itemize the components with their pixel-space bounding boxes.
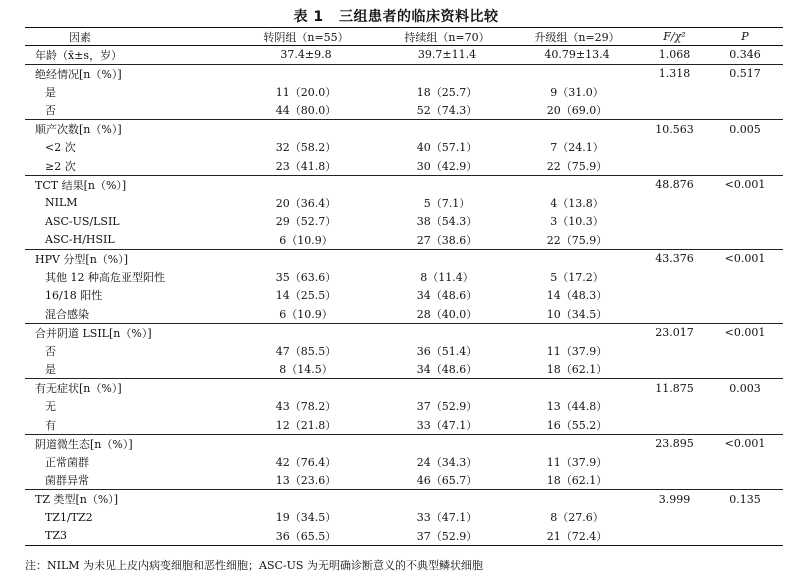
upgrade-group-value: 21（72.4） bbox=[512, 527, 642, 546]
upgrade-group-value: 11（37.9） bbox=[546, 455, 608, 469]
persistent-group-value: 24（34.3） bbox=[416, 455, 478, 469]
negative-group-value bbox=[230, 323, 382, 342]
upgrade-group-value bbox=[512, 490, 642, 509]
persistent-group-value bbox=[382, 379, 512, 398]
table-caption bbox=[0, 6, 792, 26]
row-factor: 菌群异常 bbox=[45, 474, 89, 487]
row-factor: 其他 12 种高危亚型阳性 bbox=[45, 270, 165, 284]
table-row bbox=[25, 157, 783, 176]
persistent-group-value bbox=[382, 175, 512, 194]
p-value bbox=[707, 508, 783, 527]
negative-group-value: 44（80.0） bbox=[275, 104, 337, 117]
row-factor: 否 bbox=[45, 344, 56, 358]
table-group-row bbox=[25, 249, 783, 268]
table-row bbox=[25, 397, 783, 416]
persistent-group-value: 37（52.9） bbox=[416, 400, 478, 414]
p-value bbox=[707, 342, 783, 361]
table-row bbox=[25, 138, 783, 157]
p-value bbox=[707, 360, 783, 379]
statistic-value bbox=[642, 157, 707, 176]
persistent-group-value: 5（7.1） bbox=[423, 196, 471, 210]
upgrade-group-value bbox=[512, 434, 642, 453]
row-factor: 正常菌群 bbox=[45, 455, 89, 469]
upgrade-group-value: 3（10.3） bbox=[550, 215, 604, 229]
row-factor: 有 bbox=[45, 418, 56, 432]
p-value: 0.135 bbox=[707, 490, 783, 509]
header-persistent-group: 持续组（n=70） bbox=[382, 28, 512, 46]
table-number: 表 1 bbox=[293, 9, 324, 25]
negative-group-value: 35（63.6） bbox=[275, 270, 337, 284]
statistic-value bbox=[642, 305, 707, 324]
table-row bbox=[25, 508, 783, 527]
statistic-value: 10.563 bbox=[642, 120, 707, 139]
row-factor: 无 bbox=[45, 400, 56, 414]
table-row bbox=[25, 527, 783, 546]
statistic-value bbox=[642, 397, 707, 416]
upgrade-group-value: 9（31.0） bbox=[550, 85, 604, 99]
table-body bbox=[25, 46, 783, 546]
table-group-row bbox=[25, 64, 783, 83]
persistent-group-value: 40（57.1） bbox=[416, 141, 478, 155]
p-value bbox=[707, 231, 783, 250]
statistic-value bbox=[642, 453, 707, 472]
upgrade-group-value bbox=[512, 64, 642, 83]
row-factor: HPV 分型[n（%）] bbox=[25, 249, 230, 268]
persistent-group-value: 8（11.4） bbox=[420, 270, 474, 284]
table-group-row bbox=[25, 46, 783, 65]
statistic-value bbox=[642, 508, 707, 527]
negative-group-value bbox=[230, 490, 382, 509]
upgrade-group-value: 13（44.8） bbox=[546, 400, 608, 414]
row-factor: 混合感染 bbox=[45, 307, 89, 321]
row-factor: ≥2 次 bbox=[45, 159, 76, 173]
upgrade-group-value bbox=[512, 175, 642, 194]
persistent-group-value bbox=[382, 64, 512, 83]
table-row bbox=[25, 194, 783, 213]
table-row bbox=[25, 453, 783, 472]
row-factor: TZ 类型[n（%）] bbox=[25, 490, 230, 509]
header-upgrade-group: 升级组（n=29） bbox=[512, 28, 642, 46]
persistent-group-value: 38（54.3） bbox=[416, 215, 478, 229]
row-factor: <2 次 bbox=[45, 141, 76, 155]
table-group-row bbox=[25, 490, 783, 509]
statistic-value: 11.875 bbox=[642, 379, 707, 398]
table-header-row bbox=[25, 28, 783, 46]
persistent-group-value: 30（42.9） bbox=[416, 159, 478, 173]
upgrade-group-value bbox=[512, 120, 642, 139]
upgrade-group-value: 22（75.9） bbox=[546, 233, 608, 247]
table-row bbox=[25, 101, 783, 120]
table-row bbox=[25, 360, 783, 379]
p-value bbox=[707, 268, 783, 287]
negative-group-value: 37.4±9.8 bbox=[230, 46, 382, 65]
negative-group-value: 47（85.5） bbox=[275, 344, 337, 358]
persistent-group-value bbox=[382, 120, 512, 139]
p-value bbox=[707, 471, 783, 490]
row-factor: TZ3 bbox=[25, 527, 230, 546]
p-value bbox=[707, 138, 783, 157]
persistent-group-value: 27（38.6） bbox=[416, 233, 478, 247]
statistic-value bbox=[642, 138, 707, 157]
row-factor: 阴道微生态[n（%）] bbox=[25, 434, 230, 453]
row-factor: 是 bbox=[45, 363, 56, 376]
row-factor: TZ1/TZ2 bbox=[45, 510, 93, 524]
upgrade-group-value: 4（13.8） bbox=[550, 196, 604, 210]
p-value bbox=[707, 397, 783, 416]
table-row bbox=[25, 268, 783, 287]
statistic-value bbox=[642, 360, 707, 379]
p-value bbox=[707, 527, 783, 546]
p-value: 0.005 bbox=[707, 120, 783, 139]
table-group-row bbox=[25, 120, 783, 139]
statistic-value: 1.068 bbox=[642, 46, 707, 65]
row-factor: TCT 结果[n（%）] bbox=[25, 175, 230, 194]
upgrade-group-value: 22（75.9） bbox=[546, 159, 608, 173]
negative-group-value bbox=[230, 120, 382, 139]
upgrade-group-value: 40.79±13.4 bbox=[512, 46, 642, 65]
persistent-group-value: 46（65.7） bbox=[416, 474, 478, 487]
header-negative-group: 转阴组（n=55） bbox=[230, 28, 382, 46]
upgrade-group-value: 16（55.2） bbox=[546, 418, 608, 432]
upgrade-group-value: 5（17.2） bbox=[550, 270, 604, 284]
persistent-group-value: 33（47.1） bbox=[416, 511, 478, 525]
upgrade-group-value bbox=[512, 249, 642, 268]
row-factor: 绝经情况[n（%）] bbox=[25, 64, 230, 83]
statistic-value: 1.318 bbox=[642, 64, 707, 83]
negative-group-value bbox=[230, 434, 382, 453]
p-value: 0.517 bbox=[707, 64, 783, 83]
negative-group-value: 8（14.5） bbox=[279, 363, 333, 376]
persistent-group-value: 37（52.9） bbox=[382, 527, 512, 546]
negative-group-value: 13（23.6） bbox=[275, 474, 337, 487]
row-factor: ASC-H/HSIL bbox=[45, 233, 115, 246]
row-factor: 年龄（x̄±s，岁） bbox=[25, 46, 230, 65]
upgrade-group-value: 10（34.5） bbox=[546, 307, 608, 321]
negative-group-value: 20（36.4） bbox=[275, 196, 337, 210]
upgrade-group-value: 20（69.0） bbox=[546, 104, 608, 117]
persistent-group-value: 39.7±11.4 bbox=[382, 46, 512, 65]
p-value bbox=[707, 416, 783, 435]
statistic-value bbox=[642, 101, 707, 120]
persistent-group-value bbox=[382, 490, 512, 509]
table-row bbox=[25, 286, 783, 305]
table-row bbox=[25, 342, 783, 361]
negative-group-value: 32（58.2） bbox=[275, 141, 337, 155]
negative-group-value: 14（25.5） bbox=[275, 289, 337, 303]
negative-group-value: 12（21.8） bbox=[275, 418, 337, 432]
negative-group-value: 6（10.9） bbox=[279, 307, 333, 321]
upgrade-group-value: 14（48.3） bbox=[546, 289, 608, 303]
row-factor: ASC-US/LSIL bbox=[45, 214, 120, 228]
persistent-group-value bbox=[382, 249, 512, 268]
negative-group-value: 29（52.7） bbox=[275, 215, 337, 229]
persistent-group-value: 34（48.6） bbox=[416, 289, 478, 303]
persistent-group-value bbox=[382, 434, 512, 453]
table-group-row bbox=[25, 175, 783, 194]
p-value: <0.001 bbox=[707, 434, 783, 453]
p-value bbox=[707, 305, 783, 324]
row-factor: 合并阴道 LSIL[n（%）] bbox=[25, 323, 230, 342]
table-group-row bbox=[25, 379, 783, 398]
p-value: <0.001 bbox=[707, 175, 783, 194]
upgrade-group-value: 8（27.6） bbox=[550, 511, 604, 525]
statistic-value: 48.876 bbox=[642, 175, 707, 194]
p-value bbox=[707, 101, 783, 120]
row-factor: 有无症状[n（%）] bbox=[25, 379, 230, 398]
negative-group-value: 19（34.5） bbox=[275, 511, 337, 525]
upgrade-group-value: 11（37.9） bbox=[546, 344, 608, 358]
statistic-value bbox=[642, 231, 707, 250]
negative-group-value bbox=[230, 175, 382, 194]
row-factor: 顺产次数[n（%）] bbox=[25, 120, 230, 139]
persistent-group-value: 33（47.1） bbox=[416, 418, 478, 432]
p-value bbox=[707, 212, 783, 231]
upgrade-group-value: 18（62.1） bbox=[546, 474, 608, 487]
statistic-value bbox=[642, 268, 707, 287]
statistic-value: 43.376 bbox=[642, 249, 707, 268]
table-group-row bbox=[25, 434, 783, 453]
statistic-value bbox=[642, 194, 707, 213]
statistic-value bbox=[642, 342, 707, 361]
statistic-value bbox=[642, 416, 707, 435]
row-factor: 16/18 阳性 bbox=[45, 289, 103, 303]
statistic-value bbox=[642, 212, 707, 231]
persistent-group-value: 36（51.4） bbox=[416, 344, 478, 358]
negative-group-value: 43（78.2） bbox=[275, 400, 337, 414]
p-value: <0.001 bbox=[707, 323, 783, 342]
persistent-group-value: 52（74.3） bbox=[416, 104, 478, 117]
p-value: 0.346 bbox=[707, 46, 783, 65]
header-factor: 因素 bbox=[25, 28, 230, 46]
statistic-value bbox=[642, 83, 707, 102]
table-row bbox=[25, 231, 783, 250]
row-factor: 否 bbox=[45, 104, 56, 117]
negative-group-value bbox=[230, 64, 382, 83]
persistent-group-value: 18（25.7） bbox=[416, 85, 478, 99]
clinical-data-table bbox=[25, 27, 783, 546]
header-p-value: P bbox=[707, 28, 783, 46]
negative-group-value: 23（41.8） bbox=[275, 159, 337, 173]
table-row bbox=[25, 212, 783, 231]
negative-group-value bbox=[230, 379, 382, 398]
table-row bbox=[25, 471, 783, 490]
p-value bbox=[707, 194, 783, 213]
p-value bbox=[707, 157, 783, 176]
p-value: <0.001 bbox=[707, 249, 783, 268]
table-row bbox=[25, 83, 783, 102]
statistic-value bbox=[642, 471, 707, 490]
negative-group-value bbox=[230, 249, 382, 268]
statistic-value: 23.895 bbox=[642, 434, 707, 453]
p-value bbox=[707, 453, 783, 472]
table-title: 三组患者的临床资料比较 bbox=[339, 9, 499, 25]
table-group-row bbox=[25, 323, 783, 342]
row-factor: NILM bbox=[45, 196, 78, 210]
p-value bbox=[707, 286, 783, 305]
p-value: 0.003 bbox=[707, 379, 783, 398]
table-row bbox=[25, 416, 783, 435]
upgrade-group-value bbox=[512, 379, 642, 398]
p-value bbox=[707, 83, 783, 102]
table-row bbox=[25, 305, 783, 324]
upgrade-group-value bbox=[512, 323, 642, 342]
statistic-value bbox=[642, 527, 707, 546]
negative-group-value: 6（10.9） bbox=[279, 233, 333, 247]
row-factor: 是 bbox=[45, 85, 56, 99]
negative-group-value: 42（76.4） bbox=[275, 455, 337, 469]
statistic-value: 23.017 bbox=[642, 323, 707, 342]
negative-group-value: 11（20.0） bbox=[275, 85, 337, 99]
table-footnote: 注：NILM 为未见上皮内病变细胞和恶性细胞；ASC-US 为无明确诊断意义的不典型鳞状细胞 bbox=[25, 559, 483, 572]
persistent-group-value: 34（48.6） bbox=[416, 363, 478, 376]
upgrade-group-value: 18（62.1） bbox=[546, 363, 608, 376]
negative-group-value: 36（65.5） bbox=[230, 527, 382, 546]
upgrade-group-value: 7（24.1） bbox=[550, 141, 604, 155]
statistic-value bbox=[642, 286, 707, 305]
persistent-group-value bbox=[382, 323, 512, 342]
statistic-value: 3.999 bbox=[642, 490, 707, 509]
header-statistic: F/χ² bbox=[642, 28, 707, 46]
persistent-group-value: 28（40.0） bbox=[416, 307, 478, 321]
